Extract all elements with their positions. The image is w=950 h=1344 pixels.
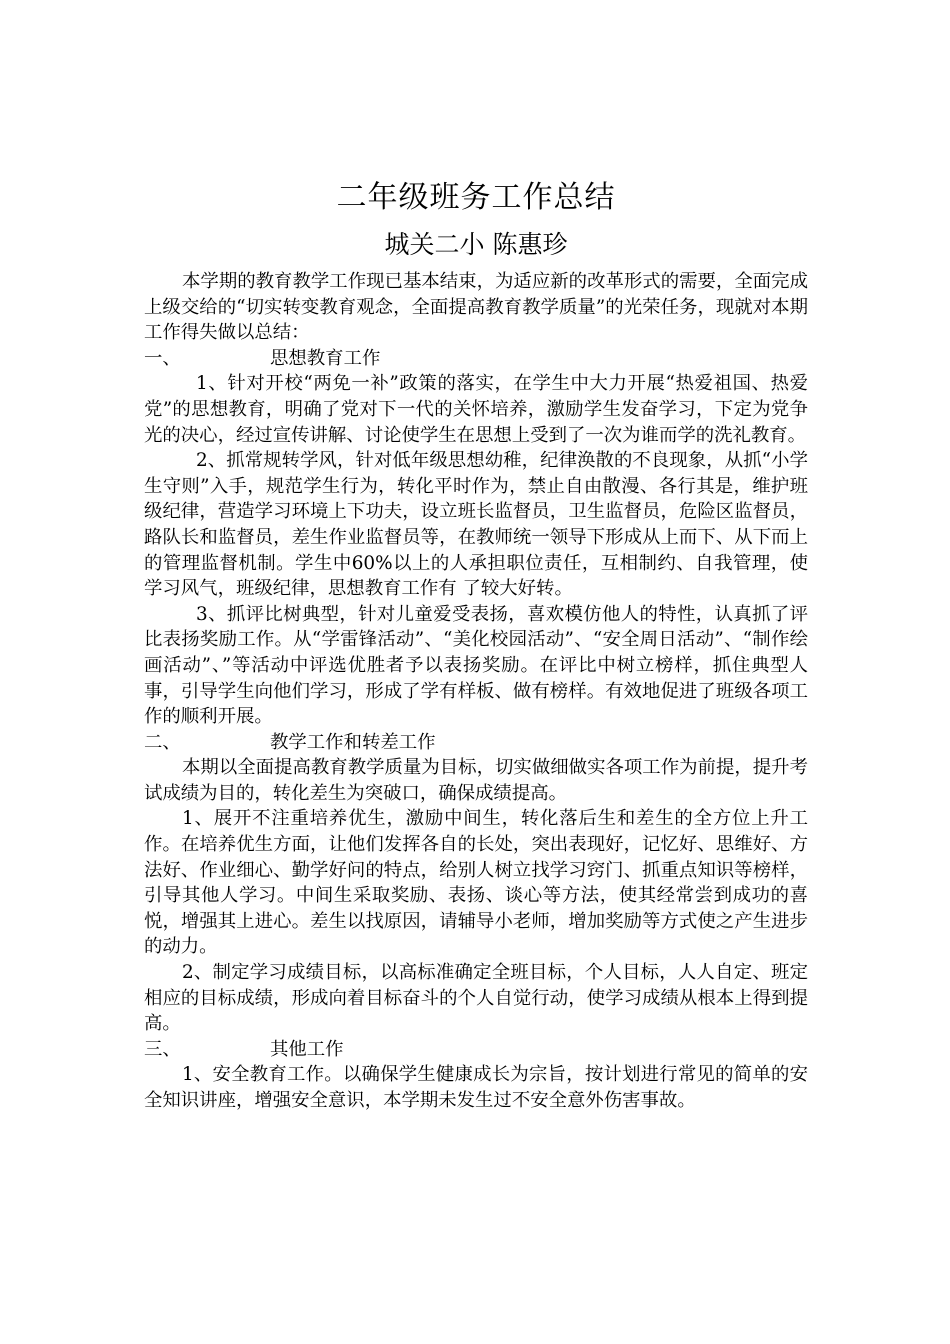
paragraph: 1、安全教育工作。以确保学生健康成长为宗旨，按计划进行常见的简单的安全知识讲座，增强安全意识，本学期未发生过不安全意外伤害事故。 — [144, 1064, 808, 1111]
section-number: 一、 — [144, 347, 181, 369]
section-heading-2 — [144, 730, 808, 756]
section-title: 其他工作 — [270, 1038, 344, 1060]
paragraph: 1、针对开校“两免一补”政策的落实，在学生中大力开展“热爱祖国、热爱党”的思想教育，明确了党对下一代的关怀培养，激励学生发奋学习，下定为党争光的决心，经过宣传讲解、讨论使学生在思想上受到了一次为谁而学的洗礼教育。 — [144, 373, 808, 446]
paragraph: 2、制定学习成绩目标，以高标准确定全班目标，个人目标，人人自定、班定相应的目标成绩，形成向着目标奋斗的个人自觉行动，使学习成绩从根本上得到提高。 — [144, 962, 808, 1035]
paragraph: 1、展开不注重培养优生，激励中间生，转化落后生和差生的全方位上升工作。在培养优生方面，让他们发挥各自的长处，突出表现好，记忆好、思维好、方法好、作业细心、勤学好问的特点，给别人树立找学习窍门、抓重点知识等榜样，引导其他人学习。中间生采取奖励、表扬、谈心等方法，使其经常尝到成功的喜悦，增强其上进心。差生以找原因，请辅导小老师，增加奖励等方式使之产生进步的动力。 — [144, 808, 808, 958]
document-author: 城关二小 陈惠珍 — [384, 230, 568, 259]
section-number: 三、 — [144, 1038, 181, 1060]
section-heading-3 — [144, 1037, 808, 1063]
section-heading-1 — [144, 346, 808, 372]
section-number: 二、 — [144, 731, 181, 753]
paragraph: 2、抓常规转学风，针对低年级思想幼稚，纪律涣散的不良现象，从抓“小学生守则”入手，规范学生行为，转化平时作为，禁止自由散漫、各行其是，维护班级纪律，营造学习环境上下功夫，设立班长监督员，卫生监督员，危险区监督员，路队长和监督员，差生作业监督员等，在教师统一领导下形成从上而下、从下而上的管理监督机制。学生中60%以上的人承担职位责任，互相制约、自我管理，使学习风气，班级纪律，思想教育工作有 了较大好转。 — [144, 450, 808, 600]
paragraph: 3、抓评比树典型，针对儿童爱受表扬，喜欢模仿他人的特性，认真抓了评比表扬奖励工作。从“学雷锋活动”、“美化校园活动”、“安全周日活动”、“制作绘画活动”、”等活动中评选优胜者予以表扬奖励。在评比中树立榜样，抓住典型人事，引导学生向他们学习，形成了学有样板、做有榜样。有效地促进了班级各项工作的顺利开展。 — [144, 603, 808, 728]
document-page — [144, 0, 808, 1344]
paragraph: 本期以全面提高教育教学质量为目标，切实做细做实各项工作为前提，提升考试成绩为目的，转化差生为突破口，确保成绩提高。 — [144, 757, 808, 804]
section-title: 思想教育工作 — [270, 347, 381, 369]
intro-paragraph: 本学期的教育教学工作现已基本结束，为适应新的改革形式的需要，全面完成上级交给的“切实转变教育观念，全面提高教育教学质量”的光荣任务，现就对本期工作得失做以总结： — [144, 271, 808, 344]
document-body — [144, 269, 808, 1114]
document-title: 二年级班务工作总结 — [336, 180, 616, 215]
section-title: 教学工作和转差工作 — [270, 731, 436, 753]
